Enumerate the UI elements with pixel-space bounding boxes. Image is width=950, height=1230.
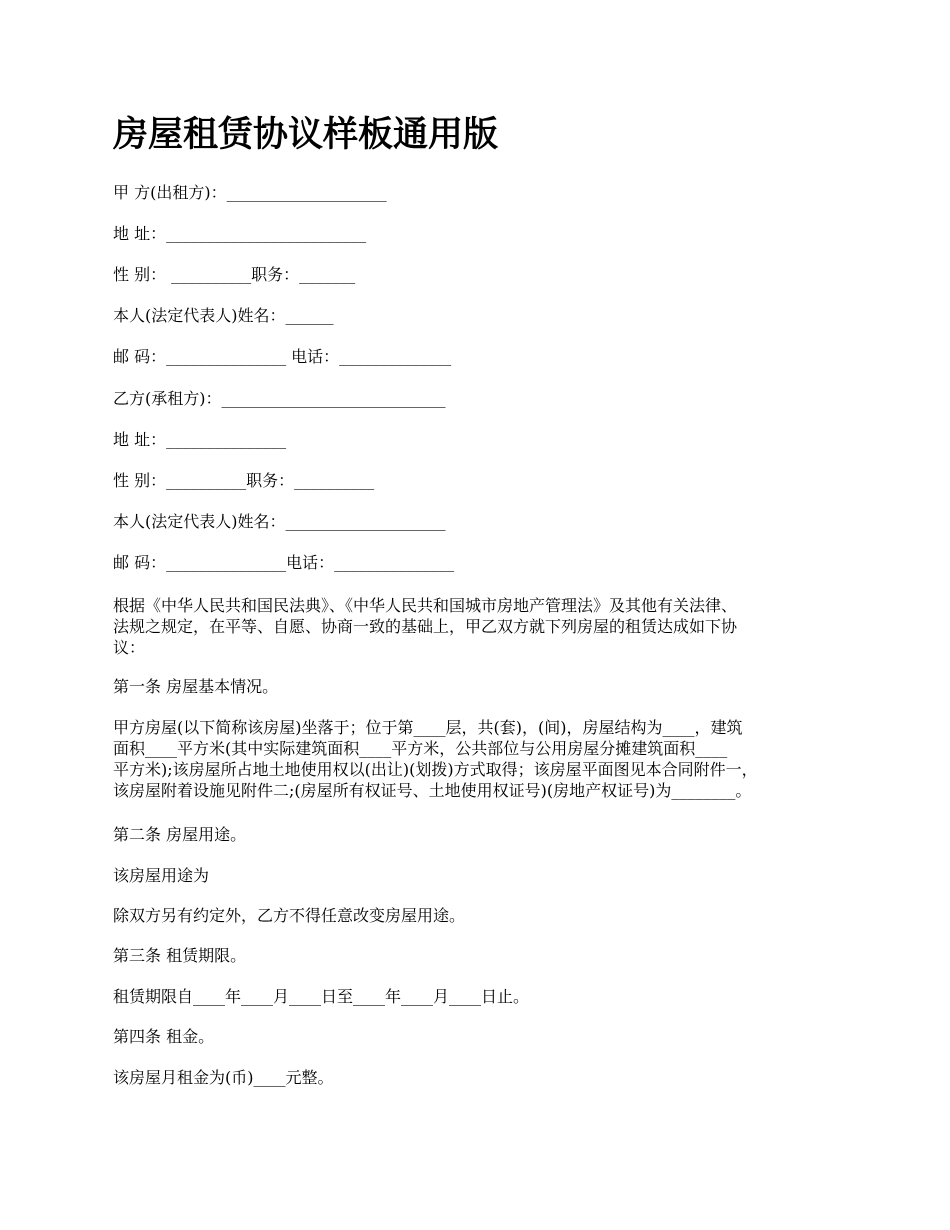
article-3-term-line: 租赁期限自____年____月____日至____年____月____日止。 — [113, 987, 530, 1006]
party-b-representative-line: 本人(法定代表人)姓名：____________________ — [113, 512, 446, 531]
party-a-name-line: 甲 方(出租方)：____________________ — [113, 183, 387, 202]
preamble-line: 议： — [113, 638, 146, 657]
party-b-postcode-phone-line: 邮 码：_______________电话：_______________ — [113, 553, 455, 572]
article-2-usage-line: 该房屋用途为 — [113, 866, 210, 885]
article-4-heading: 第四条 租金。 — [113, 1027, 215, 1046]
article-1-body — [113, 717, 853, 801]
article-1-line: 该房屋附着设施见附件二;(房屋所有权证号、土地使用权证号)(房地产权证号)为________。 — [113, 781, 752, 800]
article-1-heading: 第一条 房屋基本情况。 — [113, 677, 279, 696]
party-a-representative-line: 本人(法定代表人)姓名：______ — [113, 306, 334, 325]
article-2-heading: 第二条 房屋用途。 — [113, 825, 247, 844]
article-3-heading: 第三条 租赁期限。 — [113, 946, 247, 965]
preamble-line: 法规之规定，在平等、自愿、协商一致的基础上，甲乙双方就下列房屋的租赁达成如下协 — [113, 617, 738, 636]
preamble-line: 根据《中华人民共和国民法典》、《中华人民共和国城市房地产管理法》及其他有关法律、 — [113, 596, 738, 615]
article-1-line: 甲方房屋(以下简称该房屋)坐落于；位于第____层，共(套)，(间)，房屋结构为____，建筑 — [113, 718, 743, 737]
article-4-rent-line: 该房屋月租金为(币)____元整。 — [113, 1068, 334, 1087]
preamble-paragraph — [113, 595, 853, 658]
article-1-line: 平方米);该房屋所占地土地使用权以(出让)(划拨)方式取得；该房屋平面图见本合同附件一， — [113, 760, 758, 779]
party-a-postcode-phone-line: 邮 码：_______________ 电话：______________ — [113, 347, 452, 366]
document-title: 房屋租赁协议样板通用版 — [113, 115, 499, 155]
party-b-name-line: 乙方(承租方)：____________________________ — [113, 389, 446, 408]
party-b-gender-position-line: 性 别：__________职务：__________ — [113, 471, 375, 490]
party-a-gender-position-line: 性 别： __________职务：_______ — [113, 265, 356, 284]
article-2-restriction-line: 除双方另有约定外，乙方不得任意改变房屋用途。 — [113, 906, 466, 925]
article-1-line: 面积____平方米(其中实际建筑面积____平方米，公共部位与公用房屋分摊建筑面积____ — [113, 739, 728, 758]
party-a-address-line: 地 址：_________________________ — [113, 224, 367, 243]
party-b-address-line: 地 址：_______________ — [113, 430, 287, 449]
